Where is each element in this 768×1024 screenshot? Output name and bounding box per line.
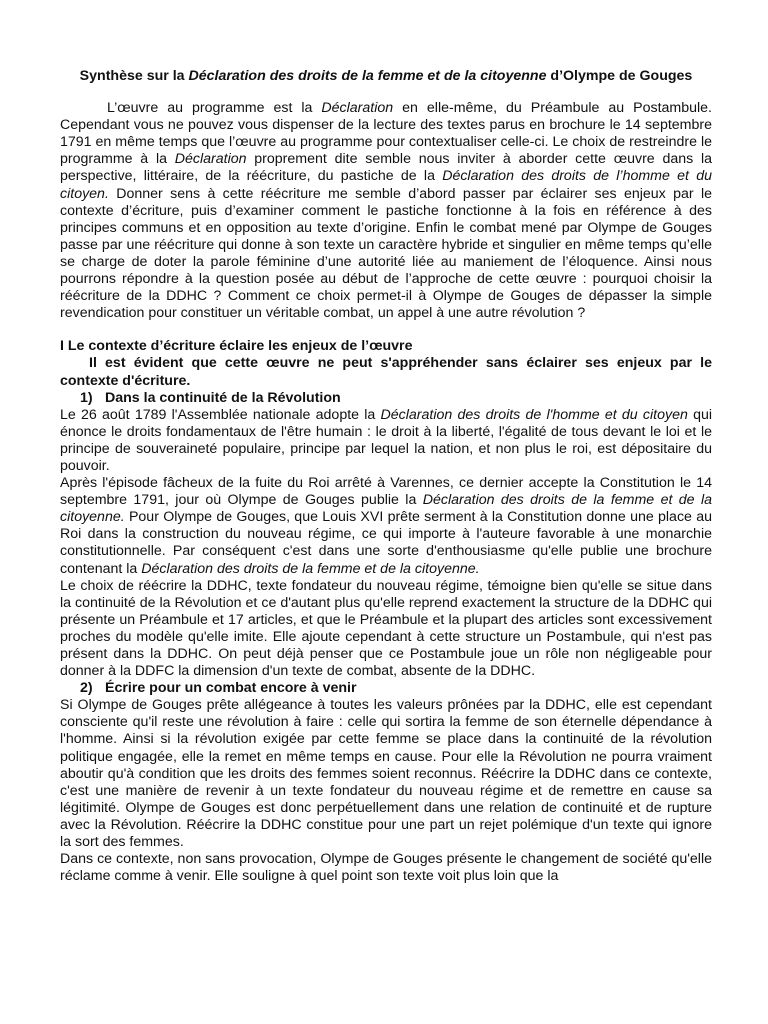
document-page <box>60 68 712 885</box>
title-work-name: Déclaration des droits de la femme et de la citoyenne <box>188 68 547 84</box>
document-title: Synthèse sur la Déclaration des droits de la femme et de la citoyenne d’Olympe de Gouges <box>79 68 693 84</box>
subsection-1-paragraph-2: Après l'épisode fâcheux de la fuite du Roi arrêté à Varennes, ce dernier accepte la Constitution le 14 septembre 1791, jour où Olympe de Gouges publie la Déclaration des droits de la femme et de la citoyenne. Pour Olympe de Gouges, que Louis XVI prête serment à la Constitution donne une place au Roi dans la construction du nouveau régime, ce qui importe à l'auteure favorable à une monarchie constitutionnelle. Par conséquent c'est dans une sorte d'enthousiasme qu'elle publie une brochure contenant la Déclaration des droits de la femme et de la citoyenne. <box>60 475 713 577</box>
subsection-1-paragraph-3: Le choix de réécrire la DDHC, texte fondateur du nouveau régime, témoigne bien qu'elle se situe dans la continuité de la Révolution et ce d'autant plus qu'elle reprend exactement la structure de la DDHC qui présente un Préambule et 17 articles, et que le Préambule et la plupart des articles sont excessivement proches du modèle qu'elle imite. Elle ajoute cependant à cette structure un Postambule, qui n'est pas présent dans la DDHC. On peut déjà penser que ce Postambule joue un rôle non négligeable pour donner à la DDFC la dimension d'un texte de combat, absente de la DDHC. <box>60 577 712 680</box>
section-1-heading: I Le contexte d’écriture éclaire les enjeux de l’œuvre <box>60 338 413 355</box>
section-1-lead: Il est évident que cette œuvre ne peut s'appréhender sans éclairer ses enjeux par le contexte d'écriture. <box>60 355 712 389</box>
subsection-1-paragraph-1: Le 26 août 1789 l'Assemblée nationale adopte la Déclaration des droits de l'homme et du citoyen qui énonce le droits fondamentaux de l'être humain : le droit à la liberté, l'égalité de tous devant le loi et le principe de souveraineté populaire, principe par lequel la nation, et non plus le roi, est dépositaire du pouvoir. <box>60 406 713 474</box>
subsection-2-heading: 2) Écrire pour un combat encore à venir <box>80 680 357 697</box>
subsection-2-paragraph-2: Dans ce contexte, non sans provocation, Olympe de Gouges présente le changement de société qu'elle réclame comme à venir. Elle souligne à quel point son texte voit plus loin que la <box>60 851 712 885</box>
subsection-1-heading: 1) Dans la continuité de la Révolution <box>80 389 341 406</box>
intro-paragraph: L’œuvre au programme est la Déclaration en elle-même, du Préambule au Postambule. Cependant vous ne pouvez vous dispenser de la lecture des textes parus en brochure le 14 septembre 1791 en même temps que l’œuvre au programme pour contextualiser celle-ci. Le choix de restreindre le programme à la Déclaration proprement dite semble nous inviter à aborder cette œuvre dans la perspective, littéraire, de la réécriture, du pastiche de la Déclaration des droits de l’homme et du citoyen. Donner sens à cette réécriture me semble d’abord passer par éclairer ses enjeux par le contexte d’écriture, puis d’examiner comment le pastiche fonctionne à la fois en référence à des principes communs et en opposition au texte d’origine. Enfin le combat mené par Olympe de Gouges passe par une réécriture qui donne à son texte un caractère hybride et singulier en même temps qu’elle se charge de doter la parole féminine d’une autorité liée au maniement de l’éloquence. Ainsi nous pourrons répondre à la question posée au début de l’approche de cette œuvre : pourquoi choisir la réécriture de la DDHC ? Comment ce choix permet-il à Olympe de Gouges de dépasser la simple revendication pour constituer un véritable combat, un appel à une autre révolution ? <box>60 100 713 322</box>
subsection-2-paragraph-1: Si Olympe de Gouges prête allégeance à toutes les valeurs prônées par la DDHC, elle est cependant consciente qu'il reste une révolution à faire : celle qui sortira la femme de son éternelle dépendance à l'homme. Ainsi si la révolution exigée par cette femme se place dans la continuité de la révolution politique engagée, elle la remet en même temps en cause. Pour elle la Révolution ne pourra vraiment aboutir qu'à condition que les droits des femmes soient reconnus. Réécrire la DDHC dans ce contexte, c'est une manière de revenir à un texte fondateur du nouveau régime et de remettre en cause sa légitimité. Olympe de Gouges est donc perpétuellement dans une relation de continuité et de rupture avec la Révolution. Réécrire la DDHC constitue pour une part un rejet polémique d'un texte qui ignore la sort des femmes. <box>60 697 712 851</box>
